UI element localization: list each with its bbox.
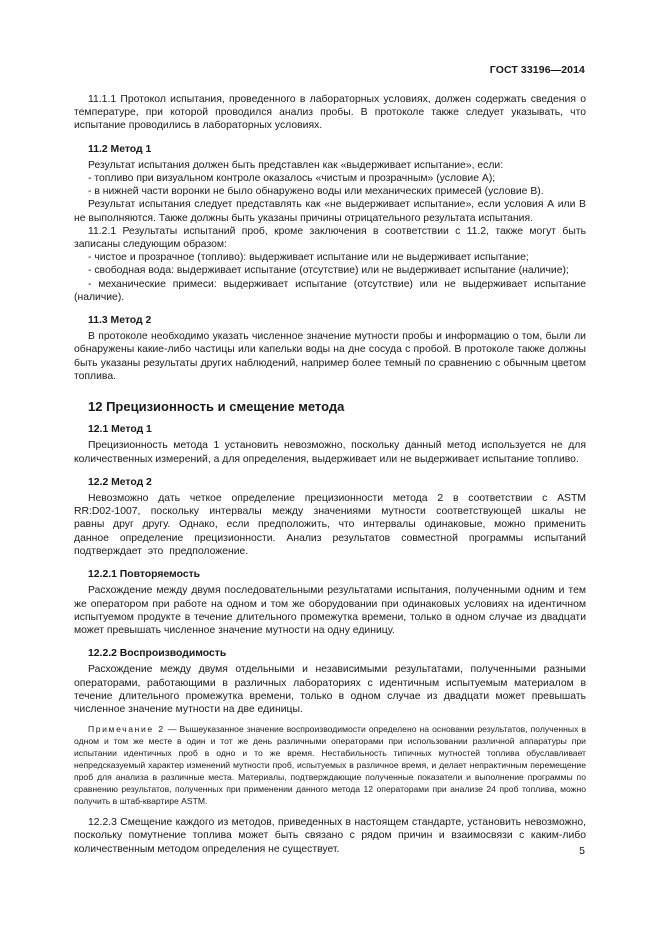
document-body (74, 93, 586, 856)
heading-section-12: 12 Прецизионность и смещение метода (88, 399, 345, 415)
note-text: — Вышеуказанное значение воспроизводимости определено на основании результатов, полученных в одном и том же месте в один и тот же день различными операторами при использовании различной аппаратуры при испытании идентичных проб в одно и то же время. Нестабильность типичных мутностей топлива обуславливает непредсказуемый характер изменений мутности проб, испытуемых в различное время, и делает непрактичным перемещение проб для анализа в различные места. Материалы, подтверждающие полученные показатели и выполнение программы по сравнению результатов, полученных при применении данного метода 12 операторами при анализе 24 проб топлива, можно получить в штаб-квартире ASTM. (74, 724, 587, 807)
paragraph-11-2-intro: Результат испытания должен быть представлен как «выдерживает испытание», если: (88, 159, 504, 171)
paragraph-11-2-1: 11.2.1 Результаты испытаний проб, кроме заключения в соответствии с 11.2, также могут быть записаны следующим образом: (74, 225, 586, 251)
heading-11-2: 11.2 Метод 1 (88, 143, 152, 155)
list-item-particulates: - механические примеси: выдерживает испытание (отсутствие) или не выдерживает испытание (наличие). (74, 278, 586, 303)
paragraph-12-2-1: Расхождение между двумя последовательными результатами испытания, полученными одним и тем же оператором при работе на одном и том же оборудовании при одинаковых условиях на идентичном испытуемом продукте в течение длительного промежутка времени, только в одном случае из двадцати может превышать численное значение мутности на одну единицу. (74, 585, 586, 636)
heading-12-2: 12.2 Метод 2 (88, 476, 152, 488)
paragraph-12-2: Невозможно дать четкое определение прецизионности метода 2 в соответствии с ASTM RR:D02-1007, поскольку интервалы между значениями мутности соответствующей шкалы не равны друг другу. Однако, если предположить, что интервалы одинаковые, можно применить данное определение прецизионности. Анализ результатов совместной программы испытаний подтверждает это предположение. (74, 493, 586, 557)
page-number: 5 (579, 845, 585, 857)
paragraph-11-1-1: 11.1.1 Протокол испытания, проведенного в лабораторных условиях, должен содержать сведения о температуре, при которой проводился анализ пробы. В протоколе также следует указывать, что испытание проводились в лабораторных условиях. (74, 94, 586, 132)
paragraph-12-2-3: 12.2.3 Смещение каждого из методов, приведенных в настоящем стандарте, установить невозможно, поскольку помутнение топлива может быть связано с рядом причин и взаимосвязи с каким-либо количественным методом определения не существует. (74, 817, 586, 855)
paragraph-11-2-negative: Результат испытания следует представлять как «не выдерживает испытание», если условия А или В не выполняются. Также должны быть указаны причины отрицательного результата испытания. (74, 199, 586, 224)
note-label: Примечание 2 (88, 724, 165, 735)
paragraph-11-3: В протоколе необходимо указать численное значение мутности пробы и информацию о том, были ли обнаружены какие-либо частицы или капельки воды на дне сосуда с пробой. В протоколе также должны быть указаны результаты других наблюдений, например более темный по сравнению с обычным цветом топлива. (74, 331, 586, 382)
list-item-free-water: - свободная вода: выдерживает испытание (отсутствие) или не выдерживает испытание (наличие); (88, 265, 569, 277)
paragraph-12-1: Прецизионность метода 1 установить невозможно, поскольку данный метод используется не для количественных измерений, а для определения, выдерживает или не выдерживает испытание топливо. (74, 440, 586, 465)
list-item-clear-bright: - чистое и прозрачное (топливо): выдерживает испытание или не выдерживает испытание; (88, 252, 529, 264)
heading-12-2-2: 12.2.2 Воспроизводимость (88, 648, 227, 660)
list-item-condition-a: - топливо при визуальном контроле оказалось «чистым и прозрачным» (условие А); (88, 173, 496, 185)
heading-12-1: 12.1 Метод 1 (88, 424, 152, 436)
list-item-condition-b: - в нижней части воронки не было обнаружено воды или механических примесей (условие В). (88, 186, 544, 198)
heading-11-3: 11.3 Метод 2 (88, 315, 152, 327)
paragraph-12-2-2: Расхождение между двумя отдельными и независимыми результатами, полученными разными операторами, работающими в различных лабораториях с идентичным испытуемым материалом в течение длительного промежутка времени, только в одном случае из двадцати может превышать численное значение мутности на две единицы. (74, 664, 586, 715)
note-2 (74, 723, 586, 807)
document-number-header: ГОСТ 33196—2014 (489, 64, 585, 76)
heading-12-2-1: 12.2.1 Повторяемость (88, 569, 201, 581)
